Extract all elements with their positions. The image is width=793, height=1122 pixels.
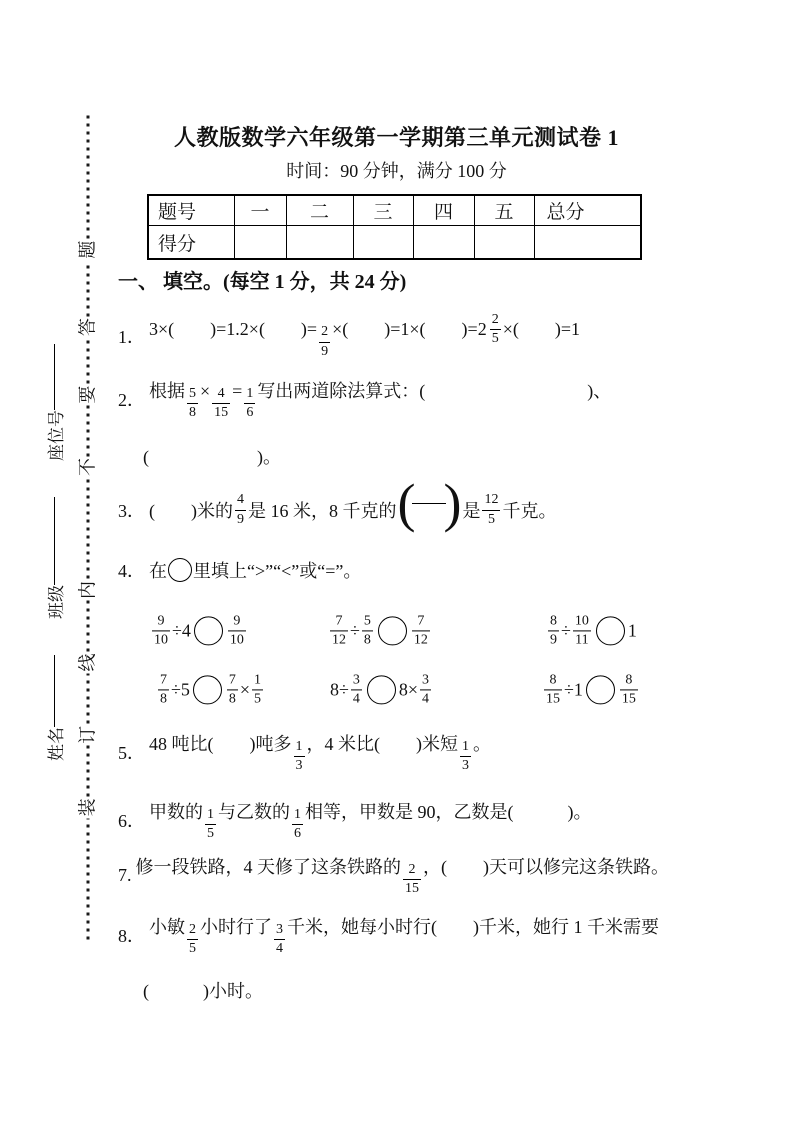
numerator: 10: [574, 613, 589, 629]
question-body: [149, 472, 557, 535]
text-run: ÷1: [564, 679, 583, 700]
denominator: 10: [154, 632, 168, 648]
denominator: 12: [332, 632, 346, 648]
binding-line-char: 线: [77, 653, 98, 672]
denominator: 8: [228, 691, 236, 707]
paren-open-icon: (: [397, 472, 416, 533]
text-run: 甲数的: [149, 801, 203, 822]
denominator: 4: [352, 691, 360, 707]
question-number: 7.: [118, 864, 132, 885]
question-body: [149, 913, 659, 957]
numerator: 3: [422, 672, 430, 688]
score-table-cell: [474, 226, 534, 260]
binding-line-char: 答: [77, 318, 98, 337]
fraction: [227, 672, 238, 707]
denominator: 5: [189, 941, 196, 956]
denominator: 5: [207, 826, 214, 841]
numerator: 1: [294, 806, 301, 822]
text-run: ，4 米比( )米短: [306, 733, 458, 754]
score-table-cell: [353, 226, 413, 260]
fraction: [573, 613, 591, 648]
comparison-circle: [194, 617, 223, 646]
text-run: ( )小时。: [143, 981, 263, 1001]
binding-line-char: 不: [77, 458, 98, 477]
denominator: 5: [254, 691, 262, 707]
question-4-row-1: [118, 605, 718, 657]
text-run: ( )。: [143, 447, 281, 467]
fraction: [362, 613, 373, 648]
denominator: 5: [491, 331, 499, 347]
score-table: [147, 194, 642, 260]
comparison-circle: [378, 617, 407, 646]
numerator: 5: [363, 613, 371, 629]
fraction-blank-line: [412, 503, 446, 504]
numerator: 8: [625, 672, 633, 688]
seat-number-blank-line: [54, 344, 55, 410]
denominator: 9: [237, 511, 244, 527]
paren-close-icon: ): [443, 472, 462, 533]
fraction: [158, 672, 169, 707]
page-title: 人教版数学六年级第一学期第三单元测试卷 1: [173, 125, 619, 150]
numerator: 7: [335, 613, 343, 629]
numerator: 12: [484, 492, 499, 508]
numerator: 9: [157, 613, 165, 629]
text-run: 与乙数的: [218, 801, 290, 822]
numerator: 2: [408, 861, 416, 877]
denominator: 5: [487, 511, 495, 527]
score-table-row: [148, 195, 641, 226]
question-body: [149, 312, 580, 359]
score-table-cell: 得分: [148, 226, 234, 260]
numerator: 5: [189, 385, 196, 401]
numerator: 8: [549, 672, 557, 688]
numerator: 3: [276, 921, 283, 937]
text-run: 1: [627, 620, 637, 641]
text-run: 小时行了: [200, 916, 272, 937]
question-8: [118, 909, 659, 961]
score-table-cell: 四: [413, 195, 474, 226]
fraction: [274, 922, 285, 957]
question-number: 6．: [118, 811, 145, 831]
text-run: ×( )=1×( )=: [332, 319, 478, 340]
denominator: 15: [214, 405, 229, 420]
text-run: 小敏: [149, 916, 185, 937]
question-body: [136, 853, 670, 897]
score-table-cell: [234, 226, 286, 260]
denominator: 3: [295, 758, 303, 773]
fraction: [460, 739, 471, 774]
binding-line-char: 题: [77, 240, 98, 259]
score-table-cell: 一: [234, 195, 286, 226]
fraction: [187, 922, 198, 957]
denominator: 6: [294, 826, 301, 841]
name-label: 姓名: [46, 727, 66, 761]
name-blank-line: [54, 655, 55, 727]
numerator: 8: [550, 613, 557, 629]
question-1: [118, 310, 580, 362]
text-run: ÷5: [171, 679, 190, 700]
numerator: 7: [228, 672, 236, 688]
comparison-circle: [168, 558, 192, 582]
text-run: 3×( )=1.2×( )=: [149, 319, 318, 340]
binding-line-char: 要: [77, 385, 98, 404]
fraction: [490, 312, 501, 347]
numerator: 9: [233, 613, 241, 629]
question-number: 3．: [118, 501, 145, 521]
denominator: 11: [575, 632, 589, 648]
text-run: ÷: [350, 620, 360, 641]
seat-number-field: [42, 344, 67, 461]
numerator: 2: [321, 324, 329, 340]
comparison-circle: [586, 676, 615, 705]
numerator: 4: [237, 492, 244, 508]
class-blank-line: [54, 497, 55, 585]
question-body: [149, 798, 592, 842]
seat-number-label: 座位号: [46, 410, 66, 461]
fraction: [292, 807, 303, 842]
denominator: 8: [363, 632, 371, 648]
denominator: 10: [229, 632, 244, 648]
score-table-cell: [286, 226, 353, 260]
text-run: 相等，甲数是 90，乙数是( )。: [305, 801, 592, 822]
text-run: 里填上“>”“<”或“=”。: [193, 561, 362, 581]
fraction: [330, 613, 348, 648]
fraction: [319, 324, 330, 359]
fraction: [420, 672, 431, 707]
denominator: 4: [422, 691, 430, 707]
comparison-item: [328, 613, 432, 648]
denominator: 8: [189, 405, 196, 420]
page-subtitle: 时间：90 分钟，满分 100 分: [286, 161, 507, 181]
comparison-circle: [193, 676, 222, 705]
text-run: 8÷: [330, 679, 349, 700]
dotted-line-segment: [86, 478, 89, 579]
question-4-row-2: [118, 664, 718, 716]
fraction: [403, 862, 421, 897]
question-3: [118, 472, 557, 538]
text-run: 48 吨比( )吨多: [149, 733, 292, 754]
comparison-item: [150, 613, 248, 648]
question-body: [149, 557, 361, 583]
text-run: ×: [200, 380, 211, 401]
binding-line-char: 内: [77, 580, 98, 599]
score-table-cell: 总分: [534, 195, 641, 226]
question-body: [149, 377, 611, 421]
comparison-circle: [367, 676, 396, 705]
fraction: [351, 672, 362, 707]
fraction: [544, 672, 562, 707]
score-table-cell: 二: [286, 195, 353, 226]
fraction: [187, 386, 198, 421]
denominator: 9: [550, 632, 557, 648]
text-run: 千米，她每小时行( )千米，她行 1 千米需要: [287, 916, 659, 937]
numerator: 1: [207, 806, 214, 822]
binding-line-char: 装: [77, 798, 98, 817]
text-run: ×( )=1: [502, 319, 580, 340]
integer-part: 2: [477, 319, 487, 340]
comparison-item: [156, 672, 265, 707]
score-table-cell: [534, 226, 641, 260]
text-run: ÷: [561, 620, 571, 641]
text-run: ，( )天可以修完这条铁路。: [423, 856, 669, 877]
comparison-circle: [596, 617, 625, 646]
text-run: 修一段铁路，4 天修了这条铁路的: [135, 856, 401, 877]
question-2-line-2: [143, 441, 281, 471]
fraction: [620, 672, 638, 707]
question-number: 4．: [118, 561, 145, 581]
text-run: 是: [462, 501, 481, 521]
text-run: 写出两道除法算式：( )、: [257, 380, 612, 401]
dotted-line-segment: [86, 746, 89, 796]
fraction: [235, 492, 246, 527]
score-table-cell: 五: [474, 195, 534, 226]
question-body: [149, 730, 491, 774]
question-6: [118, 794, 592, 846]
fraction: [482, 492, 500, 527]
numerator: 1: [295, 738, 303, 754]
fraction: [252, 672, 263, 707]
fraction: [244, 386, 255, 421]
numerator: 1: [254, 672, 262, 688]
denominator: 12: [413, 632, 428, 648]
fraction: [412, 613, 430, 648]
numerator: 2: [491, 312, 499, 328]
fraction: [152, 613, 170, 648]
dotted-line-segment: [86, 406, 89, 456]
binding-line-char: 订: [77, 725, 98, 744]
denominator: 4: [276, 941, 283, 956]
numerator: 7: [160, 672, 167, 688]
fraction: [294, 739, 305, 774]
score-table-cell: 题号: [148, 195, 234, 226]
text-run: 在: [149, 561, 167, 581]
comparison-item: [546, 613, 637, 648]
dotted-line-segment: [86, 601, 89, 651]
question-body: [143, 977, 263, 1003]
denominator: 9: [321, 343, 329, 359]
comparison-item: [330, 672, 433, 707]
question-body: [143, 443, 281, 469]
question-7: [118, 849, 669, 901]
question-number: 2．: [118, 390, 145, 410]
binding-line: [76, 113, 100, 940]
denominator: 15: [621, 691, 636, 707]
fraction: [205, 807, 216, 842]
dotted-line-segment: [86, 818, 89, 939]
denominator: 15: [405, 881, 419, 896]
dotted-line-segment: [86, 261, 89, 317]
comparison-item: [542, 672, 640, 707]
score-table-row: [148, 226, 641, 260]
numerator: 4: [217, 385, 225, 401]
dotted-line-segment: [86, 338, 89, 383]
name-field: [42, 655, 67, 761]
text-run: =: [232, 380, 243, 401]
question-4: [118, 553, 361, 587]
class-field: [42, 497, 67, 619]
text-run: ( )米的: [149, 501, 233, 521]
text-run: ÷4: [172, 620, 191, 641]
section-heading: 一、 填空。(每空 1 分，共 24 分): [118, 271, 407, 293]
class-label: 班级: [46, 585, 66, 619]
score-table-cell: 三: [353, 195, 413, 226]
denominator: 8: [160, 691, 167, 707]
question-number: 1．: [118, 327, 145, 347]
score-table-cell: [413, 226, 474, 260]
numerator: 7: [417, 613, 425, 629]
big-paren-blank: [397, 472, 462, 533]
mixed-number: [478, 312, 503, 347]
text-run: 根据: [149, 380, 185, 401]
numerator: 2: [189, 921, 196, 937]
student-info-labels: [42, 291, 66, 761]
numerator: 3: [352, 672, 360, 688]
question-2: [118, 372, 611, 426]
fraction: [212, 386, 230, 421]
denominator: 15: [546, 691, 560, 707]
denominator: 3: [462, 758, 469, 773]
text-run: 。: [473, 733, 491, 754]
question-8-line-2: [143, 975, 263, 1005]
numerator: 1: [462, 738, 469, 754]
question-number: 8．: [118, 926, 145, 946]
text-run: 是 16 米，8 千克的: [248, 501, 397, 521]
fraction: [228, 613, 246, 648]
text-run: 千克。: [502, 501, 557, 521]
question-5: [118, 726, 491, 778]
question-number: 5．: [118, 743, 145, 763]
dotted-line-segment: [86, 673, 89, 723]
text-run: 8×: [398, 679, 419, 700]
text-run: ×: [239, 679, 251, 700]
numerator: 1: [246, 385, 254, 401]
denominator: 6: [246, 405, 254, 420]
fraction: [548, 613, 559, 648]
